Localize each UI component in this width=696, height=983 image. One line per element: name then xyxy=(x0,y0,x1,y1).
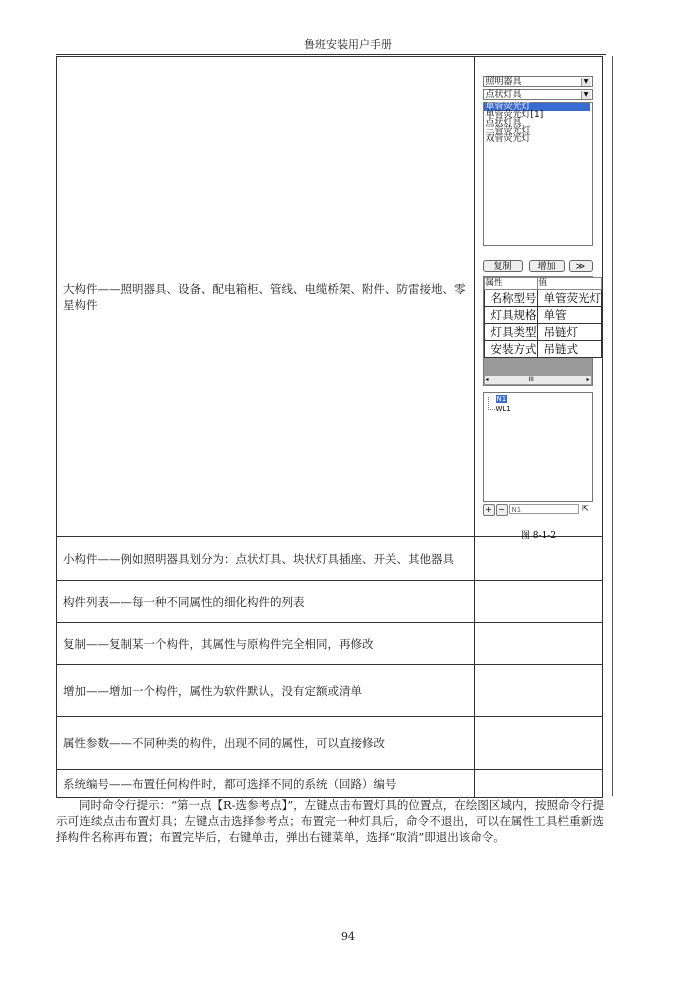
row-text: 增加——增加一个构件，属性为软件默认，没有定额或清单 xyxy=(57,665,475,717)
ui-screenshot-cell xyxy=(475,57,603,541)
add-button[interactable]: 增加 xyxy=(529,260,565,272)
body-paragraph: 同时命令行提示：“第一点【R-选参考点】”，左键点击布置灯具的位置点，在绘图区域内，按照命令行提示可连续点击布置灯具；左键点击选择参考点；布置完一种灯具后，命令不退出，可以在属性工具栏重新选择构件名称再布置；布置完毕后，右键单击，弹出右键菜单，选择“取消”即退出该命令。 xyxy=(56,798,604,844)
component-list[interactable] xyxy=(483,102,593,246)
figure-caption: 图 8-1-2 xyxy=(520,530,557,541)
empty-cell xyxy=(475,623,603,665)
row-text: 大构件——照明器具、设备、配电箱柜、管线、电缆桥架、附件、防雷接地、零星构件 xyxy=(57,57,475,537)
chevron-right-icon[interactable]: ▸ xyxy=(586,375,590,383)
list-item[interactable]: 点状灯具 xyxy=(485,117,522,128)
property-grid xyxy=(483,276,601,386)
empty-cell xyxy=(475,665,603,717)
margin-line xyxy=(612,56,613,796)
system-number-input[interactable]: N1 xyxy=(509,504,579,514)
header-rule xyxy=(56,54,606,55)
table-row xyxy=(57,623,603,665)
page-header: 鲁班安装用户手册 xyxy=(304,38,392,51)
table-row xyxy=(57,57,603,537)
minor-component-select[interactable] xyxy=(483,89,593,100)
column-header: 值 xyxy=(537,277,602,289)
property-value[interactable]: 吊链灯 xyxy=(537,323,602,340)
list-item[interactable]: 单管荧光灯 xyxy=(484,103,590,111)
chevron-left-icon[interactable]: ◂ xyxy=(485,375,489,383)
chevron-down-icon[interactable]: ▼ xyxy=(581,91,591,99)
copy-button[interactable]: 复制 xyxy=(483,260,523,272)
pick-cursor-icon[interactable]: ⇱ xyxy=(582,503,589,513)
page-number: 94 xyxy=(341,930,355,943)
property-name: 灯具规格 xyxy=(484,306,537,323)
row-text: 属性参数——不同种类的构件，出现不同的属性，可以直接修改 xyxy=(57,717,475,770)
list-item[interactable]: 单管荧光灯[1] xyxy=(485,109,544,120)
list-item[interactable]: 双管荧光灯 xyxy=(485,133,531,144)
row-text: 小构件——例如照明器具划分为：点状灯具、块状灯具插座、开关、其他器具 xyxy=(57,537,475,581)
tree-connector xyxy=(488,397,495,410)
table-row xyxy=(484,277,602,289)
chevron-down-icon[interactable]: ▼ xyxy=(581,78,591,86)
system-tree[interactable] xyxy=(483,392,593,502)
table-row[interactable] xyxy=(484,340,602,357)
property-value[interactable]: 单管 xyxy=(537,306,602,323)
major-component-value: 照明器具 xyxy=(485,76,522,87)
description-table xyxy=(56,56,603,798)
table-row[interactable] xyxy=(484,323,602,340)
property-value[interactable]: 单管荧光灯 xyxy=(537,289,602,306)
tree-node[interactable]: WL1 xyxy=(495,404,511,413)
table-row xyxy=(57,717,603,770)
tree-node[interactable]: N1 xyxy=(496,394,507,403)
minor-component-value: 点状灯具 xyxy=(485,89,522,100)
scroll-thumb[interactable]: III xyxy=(528,375,534,383)
row-text: 复制——复制某一个构件，其属性与原构件完全相同，再修改 xyxy=(57,623,475,665)
table-row[interactable] xyxy=(484,306,602,323)
column-header: 属性 xyxy=(484,277,537,289)
list-item[interactable]: 三管荧光灯 xyxy=(485,125,531,136)
empty-cell xyxy=(475,717,603,770)
table-row xyxy=(57,770,603,798)
property-value[interactable]: 吊链式 xyxy=(537,340,602,357)
major-component-select[interactable] xyxy=(483,76,593,87)
property-name: 名称型号 xyxy=(484,289,537,306)
table-row xyxy=(57,665,603,717)
plus-icon[interactable]: + xyxy=(483,504,495,516)
property-name: 安装方式 xyxy=(484,340,537,357)
table-row[interactable] xyxy=(484,289,602,306)
property-panel xyxy=(483,76,601,541)
property-name: 灯具类型 xyxy=(484,323,537,340)
row-text: 构件列表——每一种不同属性的细化构件的列表 xyxy=(57,581,475,623)
minus-icon[interactable]: − xyxy=(496,504,508,516)
tree-toolbar xyxy=(483,504,593,516)
empty-cell xyxy=(475,581,603,623)
empty-cell xyxy=(475,770,603,798)
row-text: 系统编号——布置任何构件时，都可选择不同的系统（回路）编号 xyxy=(57,770,475,798)
horizontal-scrollbar[interactable] xyxy=(485,375,591,384)
expand-button[interactable]: ≫ xyxy=(569,260,593,272)
table-row xyxy=(57,581,603,623)
